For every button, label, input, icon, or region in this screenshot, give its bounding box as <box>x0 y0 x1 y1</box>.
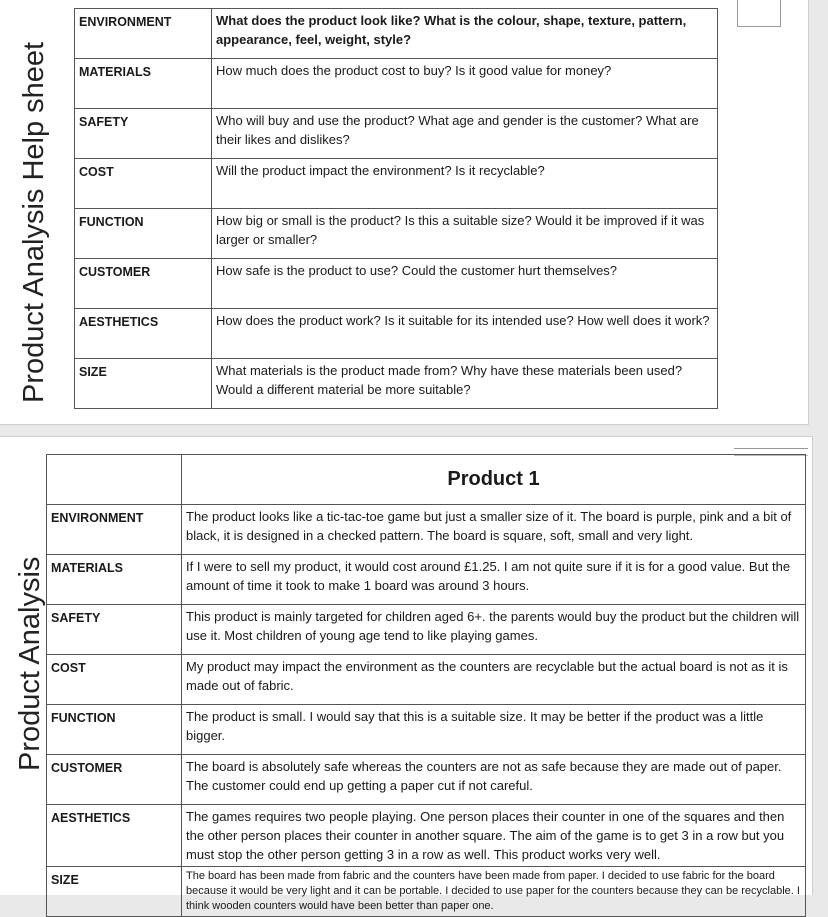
table-row <box>47 867 806 917</box>
row-label: CUSTOMER <box>75 259 212 309</box>
row-label: SIZE <box>75 359 212 409</box>
row-label: SIZE <box>47 867 182 917</box>
row-question: What materials is the product made from? Why have these materials been used? Would a different material be more suitable? <box>212 359 718 409</box>
row-answer: My product may impact the environment as the counters are recyclable but the actual board is not as it is made out of fabric. <box>182 655 806 705</box>
row-label: AESTHETICS <box>47 805 182 867</box>
row-label: CUSTOMER <box>47 755 182 805</box>
row-label: ENVIRONMENT <box>75 9 212 59</box>
row-label: COST <box>47 655 182 705</box>
help-sheet-table <box>74 8 718 409</box>
table-row <box>47 505 806 555</box>
analysis-table <box>46 454 806 917</box>
row-question: How much does the product cost to buy? Is it good value for money? <box>212 59 718 109</box>
table-row <box>47 455 806 505</box>
help-sheet-title: Product Analysis Help sheet <box>18 41 50 403</box>
product-heading: Product 1 <box>182 455 806 505</box>
analysis-title: Product Analysis <box>14 556 46 771</box>
table-row <box>75 59 718 109</box>
table-row <box>75 259 718 309</box>
table-row <box>47 555 806 605</box>
row-label: SAFETY <box>75 109 212 159</box>
table-row <box>75 209 718 259</box>
analysis-page <box>0 436 813 912</box>
row-label: MATERIALS <box>47 555 182 605</box>
row-label: AESTHETICS <box>75 309 212 359</box>
row-answer: The games requires two people playing. One person places their counter in one of the squares and then the other person places their counter in another square. The aim of the game is to get 3 in a row but you must stop the other person getting 3 in a row as well. This product works very well. <box>182 805 806 867</box>
table-row <box>47 655 806 705</box>
row-answer: The board is absolutely safe whereas the counters are not as safe because they are made out of paper. The customer could end up getting a paper cut if not careful. <box>182 755 806 805</box>
row-label: FUNCTION <box>75 209 212 259</box>
row-question: Who will buy and use the product? What age and gender is the customer? What are their likes and dislikes? <box>212 109 718 159</box>
row-question: How safe is the product to use? Could the customer hurt themselves? <box>212 259 718 309</box>
table-row <box>75 359 718 409</box>
row-label: COST <box>75 159 212 209</box>
logo-icon <box>737 0 781 27</box>
row-label: FUNCTION <box>47 705 182 755</box>
row-answer: If I were to sell my product, it would cost around £1.25. I am not quite sure if it is for a good value. But the amount of time it took to make 1 board was around 3 hours. <box>182 555 806 605</box>
row-answer: The board has been made from fabric and the counters have been made from paper. I decided to use fabric for the board because it would be very light and it can be portable. I decided to use paper for the counters because they can be recyclable. I think wooden counters would have been better than paper one. <box>182 867 806 917</box>
help-sheet-page <box>0 0 809 425</box>
table-row <box>47 755 806 805</box>
empty-cell <box>47 455 182 505</box>
row-label: SAFETY <box>47 605 182 655</box>
table-row <box>47 805 806 867</box>
table-row <box>75 309 718 359</box>
row-question: What does the product look like? What is the colour, shape, texture, pattern, appearance, feel, weight, style? <box>212 9 718 59</box>
row-question: How big or small is the product? Is this a suitable size? Would it be improved if it was larger or smaller? <box>212 209 718 259</box>
row-answer: This product is mainly targeted for children aged 6+. the parents would buy the product but the children will use it. Most children of young age tend to like playing games. <box>182 605 806 655</box>
table-row <box>47 605 806 655</box>
row-question: Will the product impact the environment? Is it recyclable? <box>212 159 718 209</box>
row-answer: The product looks like a tic-tac-toe game but just a smaller size of it. The board is purple, pink and a bit of black, it is designed in a checked pattern. The board is square, soft, small and very light. <box>182 505 806 555</box>
table-row <box>75 109 718 159</box>
row-label: ENVIRONMENT <box>47 505 182 555</box>
row-answer: The product is small. I would say that this is a suitable size. It may be better if the product was a little bigger. <box>182 705 806 755</box>
table-row <box>75 159 718 209</box>
row-question: How does the product work? Is it suitable for its intended use? How well does it work? <box>212 309 718 359</box>
row-label: MATERIALS <box>75 59 212 109</box>
table-row <box>75 9 718 59</box>
table-row <box>47 705 806 755</box>
